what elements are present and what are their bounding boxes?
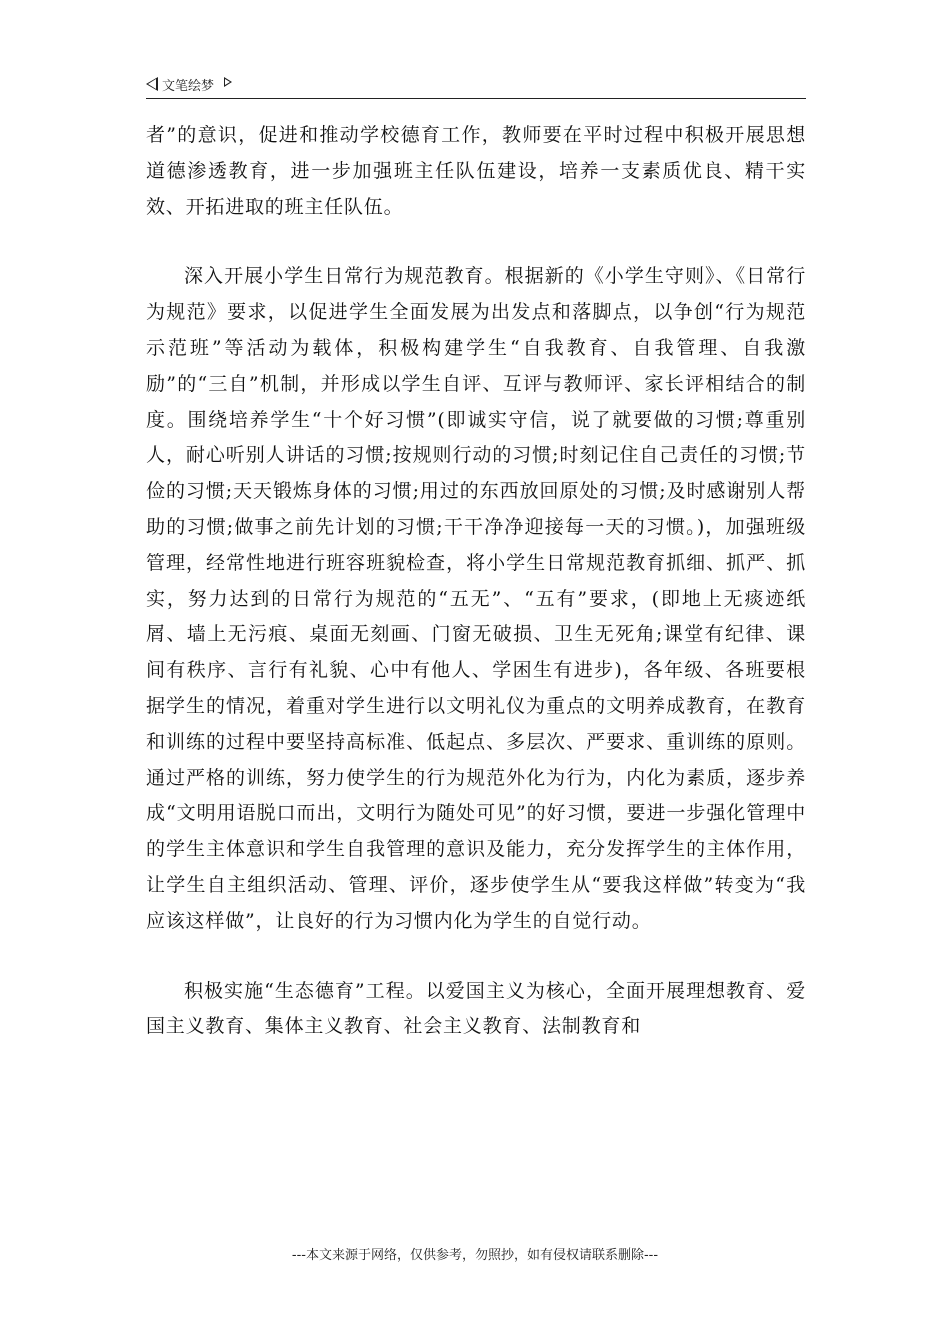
triangle-left-icon: [146, 77, 158, 91]
document-body: [146, 118, 806, 1045]
page-footer: ---本文来源于网络，仅供参考，勿照抄，如有侵权请联系删除---: [291, 1248, 659, 1263]
paragraph-ecological-moral-education: 积极实施“生态德育”工程。以爱国主义为核心，全面开展理想教育、爱国主义教育、集体主义教育、社会主义教育、法制教育和: [146, 979, 806, 1038]
paragraph-continuation: 者”的意识，促进和推动学校德育工作，教师要在平时过程中积极开展思想道德渗透教育，进一步加强班主任队伍建设，培养一支素质优良、精干实效、开拓进取的班主任队伍。: [146, 124, 806, 218]
header-title: 文笔绘梦: [162, 78, 215, 94]
page-header: [146, 72, 806, 99]
paragraph-behavior-norms: 深入开展小学生日常行为规范教育。根据新的《小学生守则》、《日常行为规范》要求，以促进学生全面发展为出发点和落脚点，以争创“行为规范示范班”等活动为载体，积极构建学生“自我教育、自我管理、自我激励”的“三自”机制，并形成以学生自评、互评与教师评、家长评相结合的制度。围绕培养学生“十个好习惯”(即诚实守信，说了就要做的习惯;尊重别人，耐心听别人讲话的习惯;按规则行动的习惯;时刻记住自己责任的习惯;节俭的习惯;天天锻炼身体的习惯;用过的东西放回原处的习惯;及时感谢别人帮助的习惯;做事之前先计划的习惯;干干净净迎接每一天的习惯。)，加强班级管理，经常性地进行班容班貌检查，将小学生日常规范教育抓细、抓严、抓实，努力达到的日常行为规范的“五无”、“五有”要求，(即地上无痰迹纸屑、墙上无污痕、桌面无刻画、门窗无破损、卫生无死角;课堂有纪律、课间有秩序、言行有礼貌、心中有他人、学困生有进步)，各年级、各班要根据学生的情况，着重对学生进行以文明礼仪为重点的文明养成教育，在教育和训练的过程中要坚持高标准、低起点、多层次、严要求、重训练的原则。通过严格的训练，努力使学生的行为规范外化为行为，内化为素质，逐步养成“文明用语脱口而出，文明行为随处可见”的好习惯，要进一步强化管理中的学生主体意识和学生自我管理的意识及能力，充分发挥学生的主体作用，让学生自主组织活动、管理、评价，逐步使学生从“要我这样做”转变为“我应该这样做”，让良好的行为习惯内化为学生的自觉行动。: [146, 265, 806, 932]
triangle-right-icon: [224, 77, 232, 87]
